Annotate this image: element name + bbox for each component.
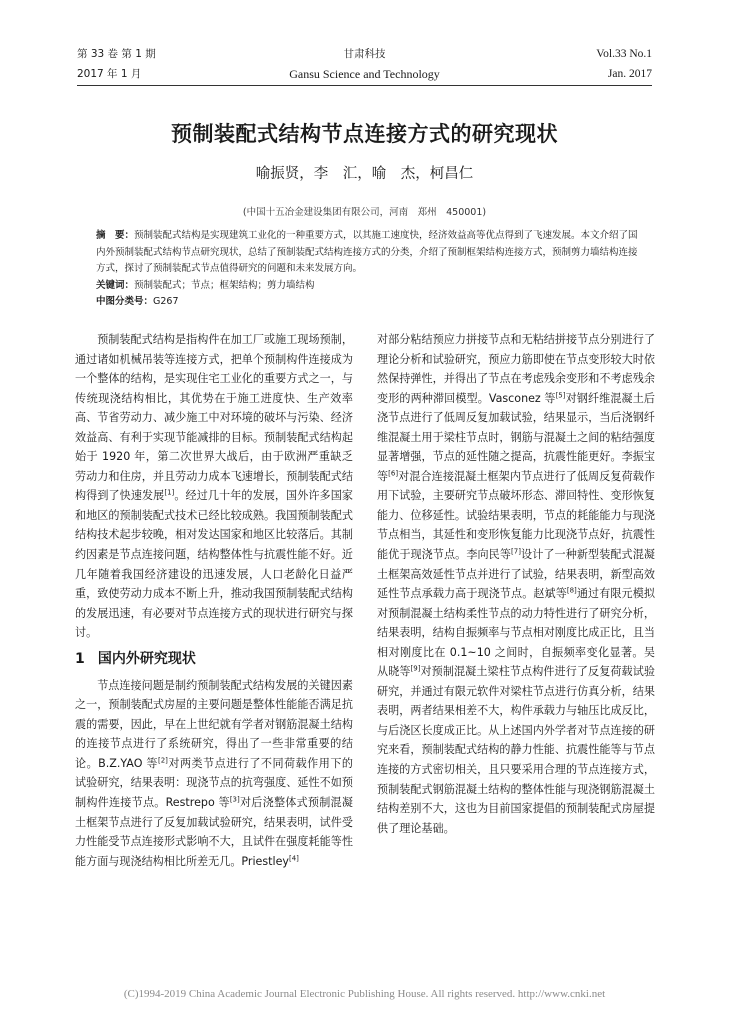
section-text-g: 设计了一种新型装配式混凝土框架高效延性节点并进行了试验，结果表明，新型高效延性节点承载力高于现浇节点。赵斌等 bbox=[377, 548, 655, 601]
abstract-label: 摘 要： bbox=[96, 230, 135, 241]
citation-1: [1] bbox=[164, 488, 175, 497]
abstract-text: 预制装配式结构是实现建筑工业化的一种重要方式，以其施工速度快，经济效益高等优点得到了飞速发展。本文介绍了国内外预制装配式结构节点研究现状，总结了预制装配式结构连接方式的分类，介绍了预制框架结构连接方式，预制剪力墙结构连接方式，探讨了预制装配式节点值得研究的问题和未来发展方向。 bbox=[96, 230, 638, 274]
citation-9: [9] bbox=[410, 664, 421, 673]
section-text-f: 对混合连接混凝土框架内节点进行了低周反复荷载作用下试验，主要研究节点破坏形态、滞回特性、变形恢复能力、位移延性。试验结果表明，节点的耗能能力与现浇节点相当，其延性和变形恢复能力比现浇节点好，抗震性能优于现浇节点。李向民等 bbox=[377, 469, 655, 562]
citation-5: [5] bbox=[555, 390, 566, 399]
citation-2: [2] bbox=[158, 756, 168, 765]
affiliation: (中国十五冶金建设集团有限公司，河南 郑州 450001) bbox=[242, 207, 487, 218]
keywords-label: 关键词： bbox=[96, 279, 135, 291]
body-column-left bbox=[75, 330, 353, 871]
citation-3: [3] bbox=[229, 795, 240, 804]
section-text-a: 节点连接问题是制约预制装配式结构发展的关键因素之一，预制装配式房屋的主要问题是整体性能能否满足抗震的需要，因此，早在上世纪就有学者对钢筋混凝土结构的连接节点进行了系统研究，得出了一些非常重要的结论。B.Z.YAO 等 bbox=[75, 678, 353, 770]
volume-issue-cn: 第 33 卷 第 1 期 bbox=[77, 48, 156, 60]
running-header-right bbox=[596, 44, 652, 84]
section-heading bbox=[75, 648, 353, 670]
keywords bbox=[96, 278, 640, 295]
citation-7: [7] bbox=[511, 547, 521, 556]
abstract-block bbox=[96, 228, 640, 311]
journal-name-cn: 甘肃科技 bbox=[343, 48, 386, 60]
clc-text: G267 bbox=[153, 296, 179, 307]
date-cn: 2017 年 1 月 bbox=[77, 68, 142, 80]
citation-8: [8] bbox=[566, 586, 577, 595]
intro-paragraph bbox=[75, 330, 353, 643]
section-text-h: 通过有限元模拟对预制混凝土结构柔性节点的动力特性进行了研究分析，结果表明，结构自振频率与节点相对刚度比成正比，且当相对刚度比在 0.1~10 之间时，自振频率变化显著。吴从晓等 bbox=[377, 587, 655, 679]
keywords-text: 预制装配式；节点；框架结构；剪力墙结构 bbox=[134, 279, 315, 291]
section-text-e: 对钢纤维混凝土后浇节点进行了低周反复加载试验，结果显示，当后浇钢纤维混凝土用于梁柱节点时，钢筋与混凝土之间的粘结强度显著增强，节点的延性随之提高，抗震性能更好。李振宝等 bbox=[377, 391, 655, 483]
header-rule bbox=[77, 85, 652, 86]
citation-6: [6] bbox=[388, 469, 399, 478]
clc-label: 中图分类号： bbox=[96, 296, 154, 307]
article-title: 预制装配式结构节点连接方式的研究现状 bbox=[171, 122, 558, 146]
copyright-footer: (C)1994-2019 China Academic Journal Electronic Publishing House. All rights reserved. http://www.cnki.net bbox=[123, 988, 606, 1000]
section-text-b: 对两类节点进行了不同荷载作用下的试验研究，结果表明：现浇节点的抗弯强度、延性不如预制构件连接节点。Restrepo 等 bbox=[75, 756, 353, 810]
date-en: Jan. 2017 bbox=[607, 68, 652, 80]
journal-name-en: Gansu Science and Technology bbox=[289, 67, 440, 81]
authors: 喻振贤，李 汇，喻 杰，柯昌仁 bbox=[255, 166, 474, 182]
section-number: 1 bbox=[75, 650, 85, 667]
section-paragraph-continued bbox=[377, 330, 655, 838]
intro-text-1: 预制装配式结构是指构件在加工厂或施工现场预制，通过诸如机械吊装等连接方式，把单个预制构件连接成为一个整体的结构，是实现住宅工业化的重要方式之一，与传统现浇结构相比，其优势在于施工进度快、生产效率高、节省劳动力、减少施工中对环境的破坏与污染、经济效益高、有利于实现节能减排的目标。预制装配式结构起始于 1920 年，第二次世界大战后，由于欧洲严重缺乏劳动力和住房，并且劳动力成本飞速增长，预制装配式结构得到了快速发展 bbox=[75, 333, 353, 503]
citation-4: [4] bbox=[288, 853, 299, 862]
abstract bbox=[96, 228, 640, 278]
clc-number bbox=[96, 294, 640, 311]
section-paragraph bbox=[75, 676, 353, 871]
section-title: 国内外研究现状 bbox=[97, 650, 196, 667]
section-text-c: 对后浇整体式预制混凝土框架节点进行了反复加载试验研究，结果表明，试件受力性能受节点连接形式影响不大，且试件在强度耗能等性能方面与现浇结构相比所差无几。Priestley bbox=[75, 796, 353, 868]
intro-text-2: 。经过几十年的发展，国外许多国家和地区的预制装配式技术已经比较成熟。我国预制装配式结构技术起步较晚，相对发达国家和地区比较落后。其制约因素是节点连接问题，结构整体性与抗震性能不好。近几年随着我国经济建设的迅速发展，人口老龄化日益严重，致使劳动力成本不断上升，推动我国预制装配式结构的发展迅速，有必要对节点连接方式的现状进行研究与探讨。 bbox=[75, 489, 353, 640]
section-text-d: 对部分粘结预应力拼接节点和无粘结拼接节点分别进行了理论分析和试验研究，预应力筋即使在节点变形较大时依然保持弹性，并得出了节点在考虑残余变形和不考虑残余变形的两种滞回模型。Vasconez 等 bbox=[377, 333, 655, 405]
body-column-right bbox=[377, 330, 655, 838]
volume-issue-en: Vol.33 No.1 bbox=[596, 48, 652, 60]
section-text-i: 对预制混凝土梁柱节点构件进行了反复荷载试验研究，并通过有限元软件对梁柱节点进行仿真分析，结果表明，两者结果相差不大，构件承载力与轴压比成反比，与后浇区长度成正比。从上述国内外学者对节点连接的研究来看，预制装配式结构的静力性能、抗震性能等与节点连接的方式密切相关，且只要采用合理的节点连接方式，预制装配式钢筋混凝土结构的整体性能与现浇钢筋混凝土结构差别不大，这也为目前国家提倡的预制装配式房屋提供了理论基础。 bbox=[377, 665, 655, 835]
